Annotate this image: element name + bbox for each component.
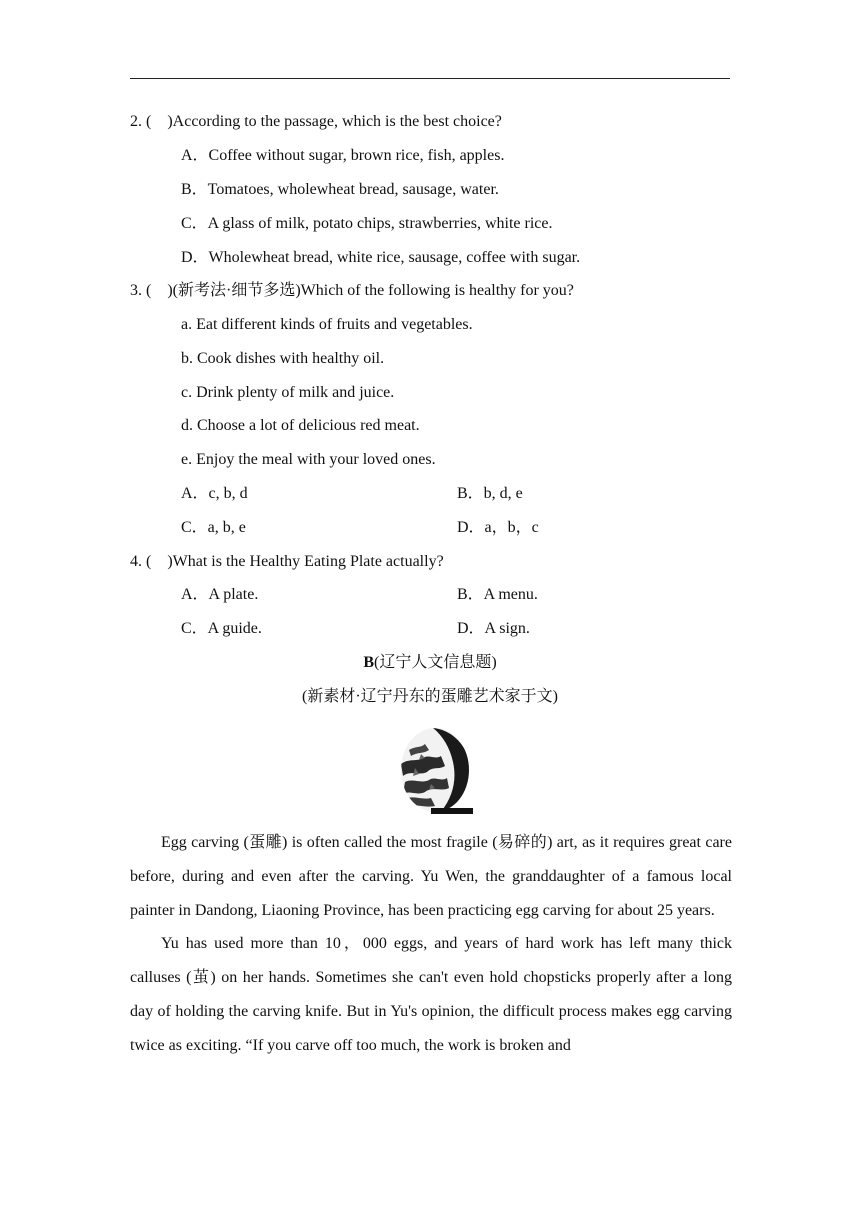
passage-paragraph: Egg carving (蛋雕) is often called the most fragile (易碎的) art, as it requires great care before, during and even after the carving. Yu Wen, the granddaughter of a famous local painter in Dandong, Liaoning Province, has been practicing egg carving for about 25 years. (130, 834, 732, 919)
egg-carving-image (395, 724, 477, 816)
q2-stem: 2. ( )According to the passage, which is the best choice? (130, 113, 502, 130)
passage (130, 826, 732, 1063)
section-title: (辽宁人文信息题) (374, 654, 497, 671)
q4-option-d: D．A sign. (457, 620, 530, 637)
q3-option-c: C．a, b, e (181, 519, 246, 536)
q3-option-a: A．c, b, d (181, 485, 248, 502)
q2-option-d: D．Wholewheat bread, white rice, sausage, coffee with sugar. (181, 249, 581, 266)
q3-stem: 3. ( )(新考法·细节多选)Which of the following is healthy for you? (130, 282, 574, 299)
q3-statement-a: a. Eat different kinds of fruits and vegetables. (181, 316, 473, 333)
q2-option-c: C．A glass of milk, potato chips, strawberries, white rice. (181, 215, 553, 232)
q3-statement-c: c. Drink plenty of milk and juice. (181, 384, 395, 401)
section-heading (130, 653, 730, 673)
q3-option-d: D．a，b，c (457, 519, 539, 536)
q4-option-c: C．A guide. (181, 620, 262, 637)
q3-statement-d: d. Choose a lot of delicious red meat. (181, 417, 420, 434)
q3-statement-e: e. Enjoy the meal with your loved ones. (181, 451, 436, 468)
top-rule (130, 78, 730, 79)
q4-stem: 4. ( )What is the Healthy Eating Plate actually? (130, 553, 444, 570)
q3-statement-b: b. Cook dishes with healthy oil. (181, 350, 385, 367)
section-subtitle: (新素材·辽宁丹东的蛋雕艺术家于文) (302, 688, 558, 705)
passage-paragraph: Yu has used more than 10，000 eggs, and years of hard work has left many thick calluses (茧) on her hands. Sometimes she can't even hold chopsticks properly after a long day of holding the carving knife. But in Yu's opinion, the difficult process makes egg carving twice as exciting. “If you carve off too much, the work is broken and (130, 935, 732, 1054)
q2-option-b: B．Tomatoes, wholewheat bread, sausage, water. (181, 181, 499, 198)
section-letter: B (363, 654, 374, 671)
q3-option-b: B．b, d, e (457, 485, 523, 502)
q4-option-a: A．A plate. (181, 586, 259, 603)
q4-option-b: B．A menu. (457, 586, 538, 603)
q2-option-a: A．Coffee without sugar, brown rice, fish, apples. (181, 147, 505, 164)
